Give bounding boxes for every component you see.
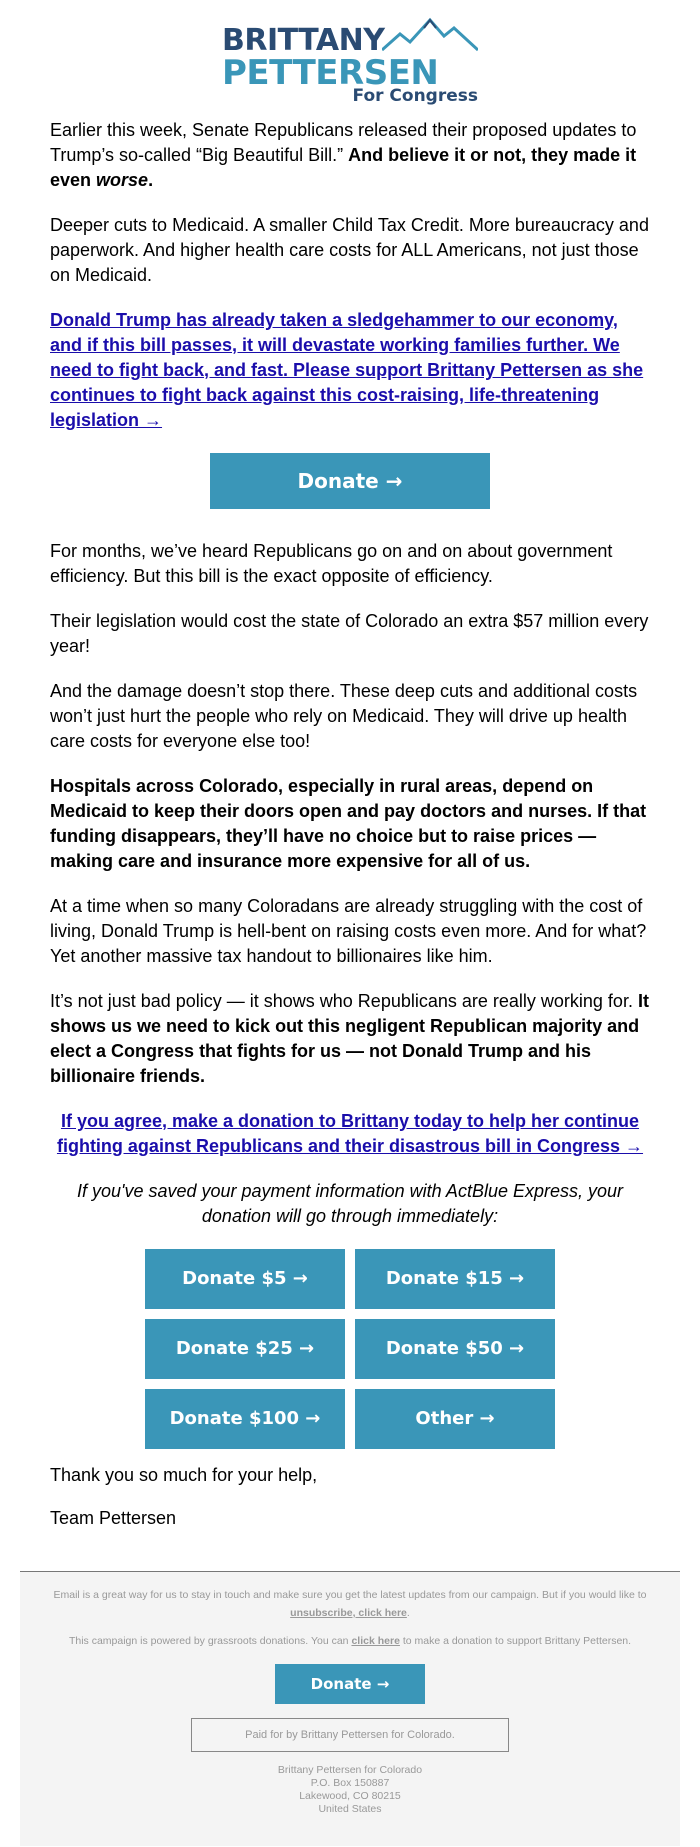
paragraph-link2 — [50, 1109, 650, 1159]
donation-link[interactable]: If you agree, make a donation to Brittany today to help her continue fighting against Republicans and their disastrous bill in Congress → — [56, 1111, 644, 1156]
mailing-address: Brittany Pettersen for Colorado P.O. Box 150887 Lakewood, CO 80215 United States — [277, 1764, 423, 1815]
footer-grassroots-note: This campaign is powered by grassroots donations. You can click here to make a donation to support Brittany Pettersen. — [68, 1635, 632, 1647]
donate-other-button[interactable]: Other → — [355, 1389, 555, 1449]
support-link[interactable]: Donald Trump has already taken a sledgehammer to our economy, and if this bill passes, it will devastate working families further. We need to fight back, and fast. Please support Brittany Pettersen as she continues to fight back against this cost-raising, life-threatening legislation → — [50, 310, 644, 430]
footer-donate-button[interactable]: Donate → — [275, 1664, 425, 1704]
paragraph-colorado-cost: Their legislation would cost the state of Colorado an extra $57 million every year! — [50, 611, 649, 656]
donate-25-button[interactable]: Donate $25 → — [145, 1319, 345, 1379]
paid-for-disclaimer: Paid for by Brittany Pettersen for Colorado. — [191, 1718, 509, 1752]
donation-amounts — [145, 1249, 555, 1449]
header — [0, 0, 700, 118]
donate-5-button[interactable]: Donate $5 → — [145, 1249, 345, 1309]
thanks-text: Thank you so much for your help, — [50, 1465, 318, 1485]
paragraph-intro: Earlier this week, Senate Republicans released their proposed updates to Trump’s so-called “Big Beautiful Bill.” And believe it or not, they made it even worse. — [50, 120, 637, 190]
mountains-icon — [382, 16, 478, 52]
paragraph-efficiency: For months, we’ve heard Republicans go on and on about government efficiency. But this bill is the exact opposite of efficiency. — [50, 541, 613, 586]
signoff — [50, 1463, 650, 1531]
footer — [20, 1571, 680, 1846]
donate-50-button[interactable]: Donate $50 → — [355, 1319, 555, 1379]
signature: Team Pettersen — [50, 1508, 177, 1528]
unsubscribe-link[interactable]: unsubscribe, click here — [290, 1607, 407, 1619]
paragraph-policy: It’s not just bad policy — it shows who Republicans are really working for. It shows us we need to kick out this negligent Republican majority and elect a Congress that fights for us — not Donald Trump and his billionaire friends. — [50, 991, 649, 1086]
logo-tagline: For Congress — [352, 86, 478, 106]
footer-email-note: Email is a great way for us to stay in touch and make sure you get the latest updates from our campaign. But if you would like to unsubscribe, click here. — [53, 1589, 647, 1619]
logo-line2: PETTERSEN — [222, 53, 439, 93]
email-body — [0, 118, 700, 1531]
campaign-logo — [222, 16, 478, 108]
footer-donate-link[interactable]: click here — [351, 1635, 400, 1647]
donate-15-button[interactable]: Donate $15 → — [355, 1249, 555, 1309]
paragraph-cost-of-living: At a time when so many Coloradans are already struggling with the cost of living, Donald Trump is hell-bent on raising costs even more. And for what? Yet another massive tax handout to billionaires like him. — [50, 896, 647, 966]
donate-button[interactable]: Donate → — [210, 453, 490, 509]
paragraph-hospitals: Hospitals across Colorado, especially in rural areas, depend on Medicaid to keep their doors open and pay doctors and nurses. If that funding disappears, they’ll have no choice but to raise prices — making care and insurance more expensive for all of us. — [50, 776, 647, 871]
paragraph-cuts: Deeper cuts to Medicaid. A smaller Child Tax Credit. More bureaucracy and paperwork. And higher health care costs for ALL Americans, not just those on Medicaid. — [50, 215, 649, 285]
paragraph-damage: And the damage doesn’t stop there. These deep cuts and additional costs won’t just hurt the people who rely on Medicaid. They will drive up health care costs for everyone else too! — [50, 681, 638, 751]
donate-100-button[interactable]: Donate $100 → — [145, 1389, 345, 1449]
actblue-note: If you've saved your payment information with ActBlue Express, your donation will go through immediately: — [76, 1181, 624, 1226]
paragraph-link1 — [50, 308, 650, 433]
logo-line1: BRITTANY — [222, 23, 385, 58]
